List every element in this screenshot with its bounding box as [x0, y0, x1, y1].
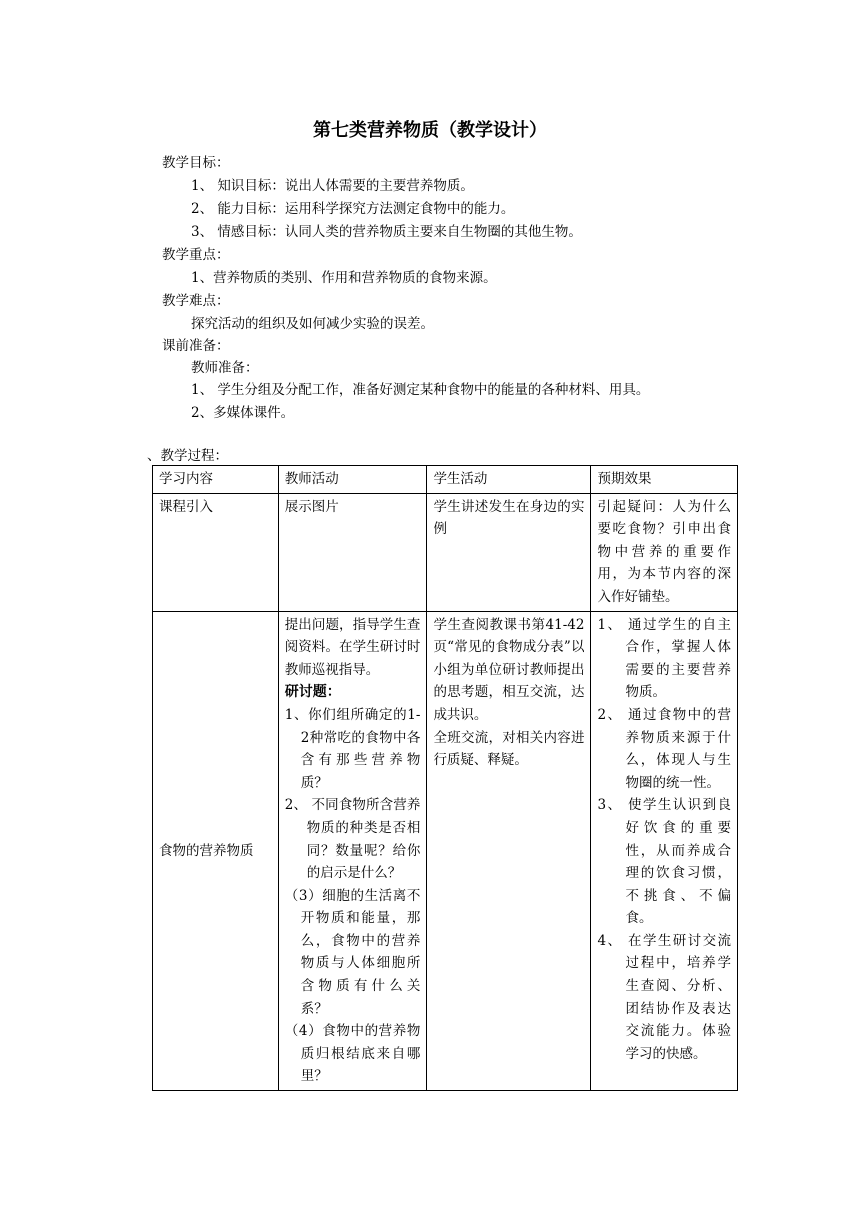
effect-item-2: 2、 通过食物中的营养物质来源于什么，体现人与生物圈的统一性。 — [597, 706, 731, 791]
effect-item-1: 1、 通过学生的自主合作，掌握人体需要的主要营养物质。 — [597, 616, 731, 701]
difficulties-heading: 教学难点： — [162, 293, 230, 309]
process-table — [152, 465, 738, 1091]
goal-item-2: 2、 能力目标：运用科学探究方法测定食物中的能力。 — [191, 201, 515, 217]
header-teacher: 教师活动 — [278, 466, 427, 494]
row2-student-cell — [427, 611, 591, 1090]
header-student: 学生活动 — [427, 466, 591, 494]
discussion-item-1: 1、你们组所确定的1-2种常吃的食物中各含有那些营养物质？ — [284, 706, 421, 791]
table-row — [153, 493, 738, 611]
row2-teacher-intro: 提出问题，指导学生查阅资料。在学生研讨时教师巡视指导。 — [284, 616, 421, 678]
prep-item-2: 2、多媒体课件。 — [191, 405, 295, 421]
row1-student: 学生讲述发生在身边的实例 — [427, 493, 591, 611]
effect-item-4: 4、 在学生研讨交流过程中，培养学生查阅、分析、团结协作及表达交流能力。体验学习的快感。 — [597, 932, 731, 1062]
header-content: 学习内容 — [153, 466, 279, 494]
row2-content: 食物的营养物质 — [153, 611, 279, 1090]
discussion-item-4: （4）食物中的营养物质归根结底来自哪里？ — [284, 1023, 421, 1085]
process-heading: 、教学过程： — [147, 448, 228, 464]
goals-heading: 教学目标： — [162, 155, 230, 171]
row1-effect: 引起疑问：人为什么要吃食物？引申出食物中营养的重要作用，为本节内容的深入作好铺垫。 — [591, 493, 738, 611]
goal-item-3: 3、 情感目标：认同人类的营养物质主要来自生物圈的其他生物。 — [191, 224, 582, 240]
row1-content: 课程引入 — [153, 493, 279, 611]
key-point-item-1: 1、营养物质的类别、作用和营养物质的食物来源。 — [191, 270, 497, 286]
row2-teacher-label: 研讨题： — [284, 684, 341, 701]
prep-item-1: 1、 学生分组及分配工作，准备好测定某种食物中的能量的各种材料、用具。 — [191, 382, 650, 398]
effect-item-3: 3、 使学生认识到良好饮食的重要性，从而养成合理的饮食习惯，不挑食、不偏食。 — [597, 797, 731, 927]
row2-effect-cell — [591, 611, 738, 1090]
difficulty-item-1: 探究活动的组织及如何减少实验的误差。 — [191, 316, 434, 332]
goal-item-1: 1、 知识目标：说出人体需要的主要营养物质。 — [191, 178, 474, 194]
page-title: 第七类营养物质（教学设计） — [313, 120, 547, 141]
key-points-heading: 教学重点： — [162, 247, 230, 263]
row2-teacher-cell — [278, 611, 427, 1090]
prep-heading: 课前准备： — [162, 338, 230, 354]
table-header-row — [153, 466, 738, 494]
discussion-item-3: （3）细胞的生活离不开物质和能量，那么，食物中的营养物质与人体细胞所含物质有什么关系？ — [284, 887, 421, 1017]
prep-sub-heading: 教师准备： — [191, 360, 259, 376]
discussion-item-2: 2、 不同食物所含营养物质的种类是否相同？数量呢？给你的启示是什么？ — [284, 797, 421, 882]
row2-student-2: 全班交流，对相关内容进行质疑、释疑。 — [433, 729, 585, 769]
row2-student-1: 学生查阅教课书第41-42页“常见的食物成分表”以小组为单位研讨教师提出的思考题，相互交流，达成共识。 — [433, 616, 585, 723]
header-effect: 预期效果 — [591, 466, 738, 494]
table-row — [153, 611, 738, 1090]
row1-teacher: 展示图片 — [278, 493, 427, 611]
